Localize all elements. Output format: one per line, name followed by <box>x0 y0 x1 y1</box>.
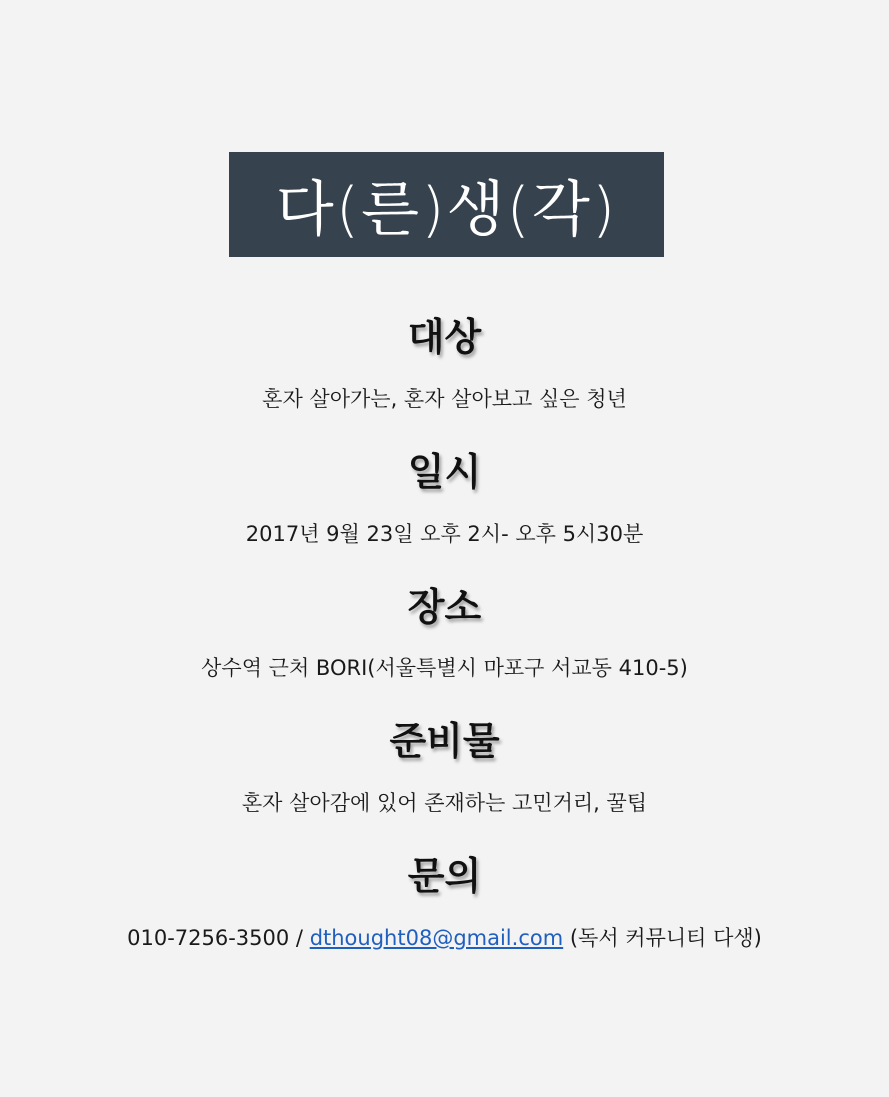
poster-title: 다(른)생(각) <box>275 174 618 245</box>
contact-org: (독서 커뮤니티 다생) <box>563 926 762 950</box>
section-text-datetime: 2017년 9월 23일 오후 2시- 오후 5시30분 <box>245 522 644 546</box>
contact-line <box>0 922 889 952</box>
section-text-target: 혼자 살아가는, 혼자 살아보고 싶은 청년 <box>262 387 627 411</box>
section-heading-datetime: 일시 <box>407 449 482 494</box>
section-heading-target: 대상 <box>407 314 482 359</box>
contact-email-link[interactable]: dthought08@gmail.com <box>309 926 564 950</box>
title-banner <box>229 152 664 257</box>
section-heading-location: 장소 <box>407 584 482 629</box>
contact-phone: 010-7256-3500 / <box>127 926 310 950</box>
section-text-supplies: 혼자 살아감에 있어 존재하는 고민거리, 꿀팁 <box>241 791 648 815</box>
section-text-location: 상수역 근처 BORI(서울특별시 마포구 서교동 410-5) <box>201 656 688 680</box>
section-heading-inquiry: 문의 <box>407 853 482 898</box>
section-heading-supplies: 준비물 <box>389 718 500 763</box>
